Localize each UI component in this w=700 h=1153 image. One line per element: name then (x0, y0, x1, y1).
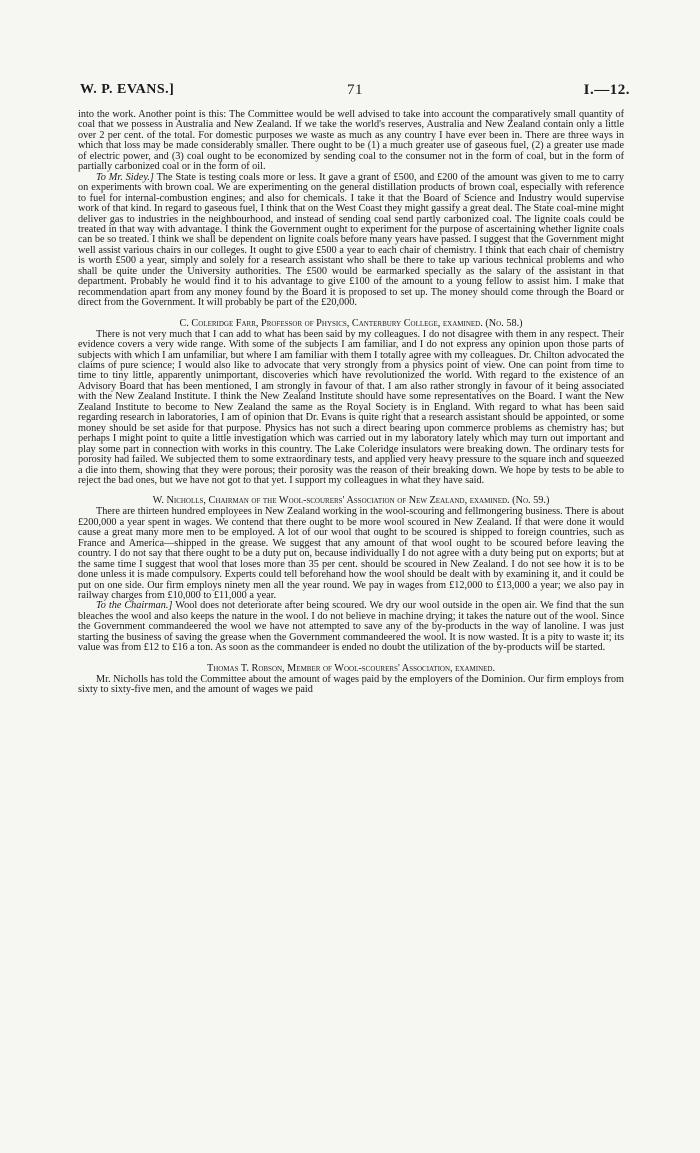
paragraph-text: Wool does not deteriorate after being scoured. We dry our wool outside in the open air. We find that the sun bleaches the wool and also keeps the nature in the wool. I do not believe in machine drying; it takes the nature out of the wool. Since the Government commandeered the wool we have not attempted to save any of the by-products in the way of lanoline. I was just starting the business of saving the grease when the Government commandeered the wool. It is now wasted. It is a pity to waste it; its value was from £12 to £16 a ton. As soon as the commandeer is ended no doubt the utilization of the by-products will be started. (78, 600, 624, 654)
paragraph (78, 601, 624, 653)
witness-heading: C. Coleridge Farr, Professor of Physics, Canterbury College, examined. (No. 58.) (179, 317, 523, 329)
interjection-label: To Mr. Sidey.] (96, 171, 154, 183)
document-body (78, 110, 624, 696)
witness-heading: Thomas T. Robson, Member of Wool-scourers' Association, examined. (206, 662, 496, 674)
paragraph-text: The State is testing coals more or less. It gave a grant of £500, and £200 of the amount was given to me to carry on experiments with brown coal. We are experimenting on the general distillation products of brown coal, especially with reference to fuel for internal-combustion engines; and also for chemicals. I take it that the Board of Science and Industry would supervise work of that kind. In regard to gaseous fuel, I think that on the West Coast they might gassify a great deal. The State coal-mine might deliver gas to industries in the neighbourhood, and instead of sending coal send partly carbonized coal. The lignite coals could be treated in that way with advantage. I think the Government ought to experiment for the purpose of ascertaining whether lignite coals can be so treated. I think we shall be dependent on lignite coals before many years have passed. I suggest that the Government might well assist various chairs in our colleges. It ought to give £500 a year to each chair of chemistry. I think that each chair of chemistry is worth £500 a year, simply and solely for a research assistant who shall be there to take up various technical problems and who shall be quite under the University authorities. The £500 would be earmarked specially as the salary of the assistant in that department. Probably he would find it to his advantage to give £100 of the amount to a young fellow to assist him. I make that recommendation apart from any money found by the Board it is proposed to set up. The money should come through the Board or direct from the Government. It will probably be part of the £20,000. (78, 171, 624, 309)
paragraph (78, 173, 624, 309)
paragraph: Mr. Nicholls has told the Committee about the amount of wages paid by the employers of the Dominion. Our firm employs from sixty to sixty-five men, and the amount of wages we paid (78, 673, 624, 696)
witness-heading: W. Nicholls, Chairman of the Wool-scourers' Association of New Zealand, examined. (No. 59.) (152, 495, 550, 507)
header-author: W. P. EVANS.] (80, 82, 175, 97)
paragraph: There are thirteen hundred employees in New Zealand working in the wool-scouring and fellmongering business. There is about £200,000 a year spent in wages. We contend that there ought to be more wool scoured in New Zealand. If that were done it would cause a great many more men to be employed. A lot of our wool that ought to be scoured is shipped to foreign countries, such as France and America—shipped in the grease. We suggest that any amount of that wool ought to be scoured before leaving the country. I do not say that there ought to be a duty put on, because individually I do not agree with a duty being put on exports; but at the same time I suggest that wool that loses more than 35 per cent. should be scoured in New Zealand. I do not see how it is to be done unless it is made compulsory. Experts could tell beforehand how the wool should be dealt with by examining it, and it could be put on one side. Our firm employs ninety men all the year round. We pay in wages from £12,000 to £13,000 a year; we also pay in railway charges from £10,000 to £11,000 a year. (78, 506, 624, 602)
paragraph: There is not very much that I can add to what has been said by my colleagues. I do not disagree with them in any respect. Their evidence covers a very wide range. With some of the subjects I am familiar, and I do not express any opinion upon those parts of subjects with which I am unfamiliar, but where I am familiar with them I totally agree with my colleagues. Dr. Chilton advocated the claims of pure science; I would also like to advocate that very strongly from a physics point of view. One can point from time to time to tiny little, apparently unimportant, discoveries which have revolutionized the world. With regard to the existence of an Advisory Board that has been mentioned, I am strongly in favour of that. I am also rather strongly in favour of it being associated with the New Zealand Institute. I think the New Zealand Institute should have some representatives on the Board. I want the New Zealand Institute to become to New Zealand the same as the Royal Society is in England. With regard to what has been said regarding research in laboratories, I am of opinion that Dr. Evans is quite right that a research assistant should be appointed, or some money should be set aside for that purpose. Physics has not such a direct bearing upon commerce problems as chemistry has; but perhaps I might point to quite a little investigation which was carried out in my laboratory lately which may turn out important and play some part in connection with works in this country. The Lake Coleridge insulators were breaking down. The ordinary tests for porosity had failed. We subjected them to some extraordinary tests, and applied very heavy pressure to the square inch and squeezed a die into them, showing that they were porous; their porosity was the reason of their breaking down. We hope by tests to be able to reject the bad ones, but we have not got to that yet. I support my colleagues in what they have said. (78, 328, 624, 486)
document-reference: I.—12. (583, 82, 630, 98)
running-header (80, 82, 630, 102)
paragraph: into the work. Another point is this: The Committee would be well advised to take into account the comparatively small quantity of coal that we possess in Australia and New Zealand. If we take the world's reserves, Australia and New Zealand contain only a little over 2 per cent. of the total. For domestic purposes we waste as much as any country I have ever been in. There are three ways in which that loss may be made considerably smaller. There ought to be (1) a much greater use of gaseous fuel, (2) a greater use made of electric power, and (3) coal ought to be economized by sending coal to the consumer not in the form of coal, but in the form of partially carbonized coal or in the form of oil. (78, 109, 624, 173)
page-number: 71 (347, 82, 363, 98)
interjection-label: To the Chairman.] (96, 600, 173, 612)
